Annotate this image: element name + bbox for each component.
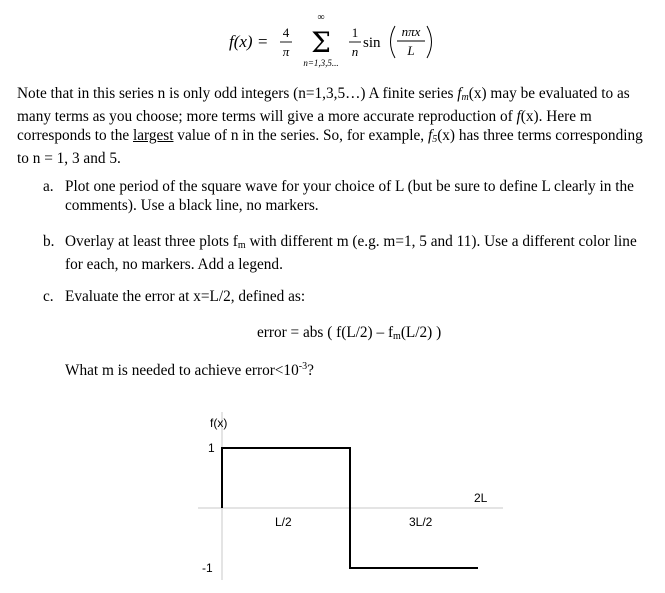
- list-item-a: [0, 177, 665, 217]
- para-text-5: (x) has three terms corresponding to n = 1, 3 and 5.: [17, 127, 643, 167]
- x-tick-label-3l-half: 3L/2: [409, 515, 433, 529]
- question-1: What m is needed to achieve error<10: [65, 362, 299, 379]
- sin-arg-num: nπx: [401, 24, 421, 39]
- list-text-b-2: with different m (e.g. m=1, 5 and 11). Use a different color line for each, no markers. Add a legend.: [65, 233, 637, 273]
- error-formula-2: (L/2) ): [400, 324, 442, 341]
- list-text-b: [65, 232, 637, 274]
- y-axis-label: f(x): [210, 416, 228, 430]
- list-item-c: [0, 287, 665, 307]
- para-text-2: (x) may be evaluated to as many terms as you choose; more terms will give a more accurate reproduction of: [17, 85, 630, 125]
- formula-frac2-num: 1: [351, 25, 359, 40]
- x-tick-label-l-half: L/2: [275, 515, 292, 529]
- y-tick-label-neg1: -1: [202, 561, 213, 575]
- fm-symbol: f: [457, 85, 462, 102]
- square-wave-plot: [0, 400, 665, 593]
- sum-lower-limit: n=1,3,5...: [303, 58, 339, 68]
- largest-underlined: largest: [132, 127, 174, 144]
- formula-graphic: [225, 12, 455, 72]
- sigma-symbol: Σ: [311, 26, 331, 59]
- f5-subscript: 5: [432, 134, 438, 145]
- list-text-b-sub: m: [237, 240, 246, 251]
- sum-upper-limit: ∞: [317, 12, 325, 23]
- list-item-b: [0, 232, 665, 272]
- f5-symbol: f: [427, 127, 433, 144]
- list-text-a: Plot one period of the square wave for your choice of L (but be sure to define L clearly in the comments). Use a black line, no markers.: [65, 178, 634, 214]
- intro-paragraph: [17, 84, 647, 168]
- sin-arg-den: L: [407, 43, 415, 58]
- list-text-b-1: Overlay at least three plots f: [65, 233, 238, 250]
- error-formula: [257, 324, 517, 342]
- sin-function: sin: [363, 35, 381, 51]
- formula-frac2-den: n: [351, 44, 359, 59]
- fm-subscript: m: [461, 92, 469, 103]
- error-formula-1: error = abs ( f(L/2) – f: [257, 324, 394, 341]
- formula-lhs: f(x) =: [229, 32, 269, 51]
- para-text-3: (x). Here m corresponds to the: [17, 108, 592, 144]
- list-marker-c: c.: [43, 288, 54, 305]
- list-text-c: Evaluate the error at x=L/2, defined as:: [65, 288, 306, 305]
- para-text-1: Note that in this series n is only odd integers (n=1,3,5…) A finite series: [17, 85, 458, 102]
- fx-symbol: f: [516, 108, 521, 125]
- para-text-4: value of n in the series. So, for example,: [173, 127, 428, 144]
- formula-frac-den: π: [282, 44, 290, 59]
- x-tick-label-2l: 2L: [474, 491, 488, 505]
- list-marker-a: a.: [43, 178, 54, 195]
- question-2: ?: [307, 362, 314, 379]
- fourier-series-formula: [225, 12, 455, 72]
- question-sup: -3: [298, 361, 308, 372]
- question-text: [65, 361, 465, 380]
- formula-frac-num: 4: [282, 25, 290, 40]
- list-marker-b: b.: [43, 233, 55, 250]
- error-formula-sub: m: [393, 331, 401, 342]
- y-tick-label-1: 1: [208, 441, 215, 455]
- right-paren: [427, 26, 432, 58]
- left-paren: [391, 26, 396, 58]
